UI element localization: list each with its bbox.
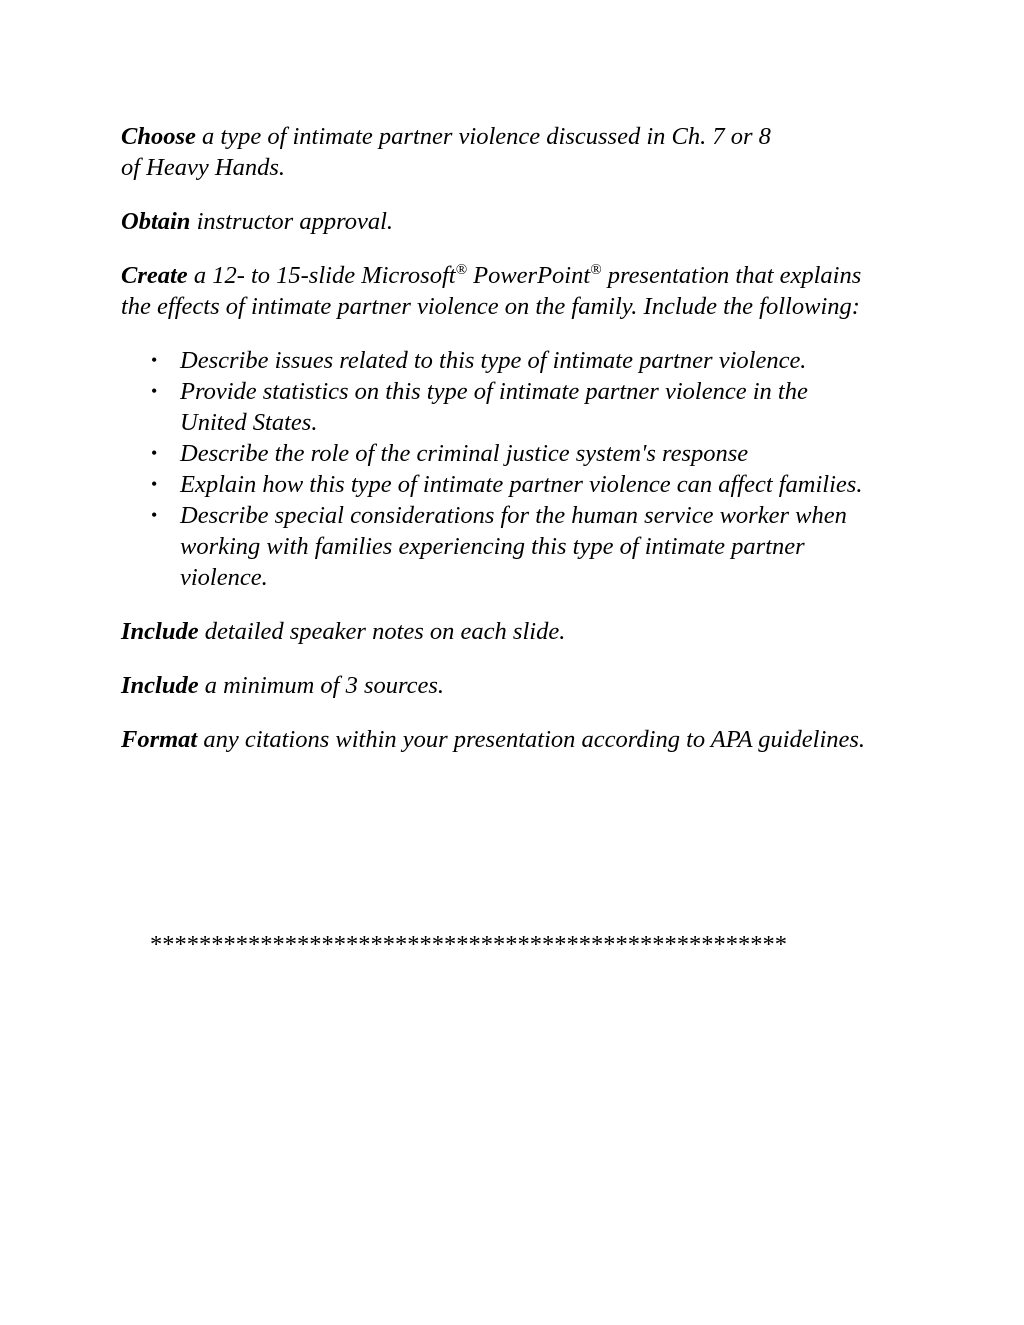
format-paragraph — [121, 724, 881, 755]
create-text-1: a 12- to 15-slide Microsoft — [187, 262, 456, 289]
choose-paragraph — [121, 121, 881, 183]
assignment-instructions — [121, 121, 881, 778]
obtain-paragraph — [121, 206, 881, 237]
create-paragraph — [121, 260, 881, 322]
list-item-text: Describe issues related to this type of intimate partner violence. — [180, 347, 807, 374]
obtain-text: instructor approval. — [190, 208, 394, 235]
bullet-icon: • — [151, 443, 158, 463]
bullet-icon: • — [151, 505, 158, 525]
list-item — [121, 500, 881, 593]
list-item-text: Describe the role of the criminal justice system's response — [180, 440, 749, 467]
requirements-list — [121, 345, 881, 593]
list-item — [121, 345, 881, 376]
list-item-text: Explain how this type of intimate partner violence can affect families. — [180, 471, 863, 498]
format-keyword: Format — [121, 726, 198, 753]
create-text-2: PowerPoint — [466, 262, 591, 289]
list-item — [121, 438, 881, 469]
separator-line: **************************************************** — [150, 931, 787, 958]
create-keyword: Create — [121, 262, 188, 289]
format-text: any citations within your presentation according to APA guidelines. — [197, 726, 866, 753]
choose-keyword: Choose — [121, 123, 196, 150]
include-notes-text: detailed speaker notes on each slide. — [198, 618, 566, 645]
registered-mark: ® — [590, 262, 602, 278]
bullet-icon: • — [151, 474, 158, 494]
create-text-3: presentation that explains the effects of intimate partner violence on the family. Include the following: — [121, 262, 862, 320]
list-item — [121, 469, 881, 500]
obtain-keyword: Obtain — [121, 208, 191, 235]
bullet-icon: • — [151, 350, 158, 370]
registered-mark: ® — [455, 262, 467, 278]
include-sources-text: a minimum of 3 sources. — [198, 672, 445, 699]
include-notes-keyword: Include — [121, 618, 199, 645]
choose-text: a type of intimate partner violence discussed in Ch. 7 or 8 — [195, 123, 771, 150]
list-item-text: Provide statistics on this type of intimate partner violence in the United States. — [180, 378, 808, 436]
list-item — [121, 376, 881, 438]
include-notes-paragraph — [121, 616, 881, 647]
bullet-icon: • — [151, 381, 158, 401]
list-item-text: Describe special considerations for the human service worker when working with families experiencing this type of intimate partner violence. — [180, 502, 847, 591]
include-sources-paragraph — [121, 670, 881, 701]
choose-text-line2: of Heavy Hands. — [121, 154, 285, 181]
include-sources-keyword: Include — [121, 672, 199, 699]
